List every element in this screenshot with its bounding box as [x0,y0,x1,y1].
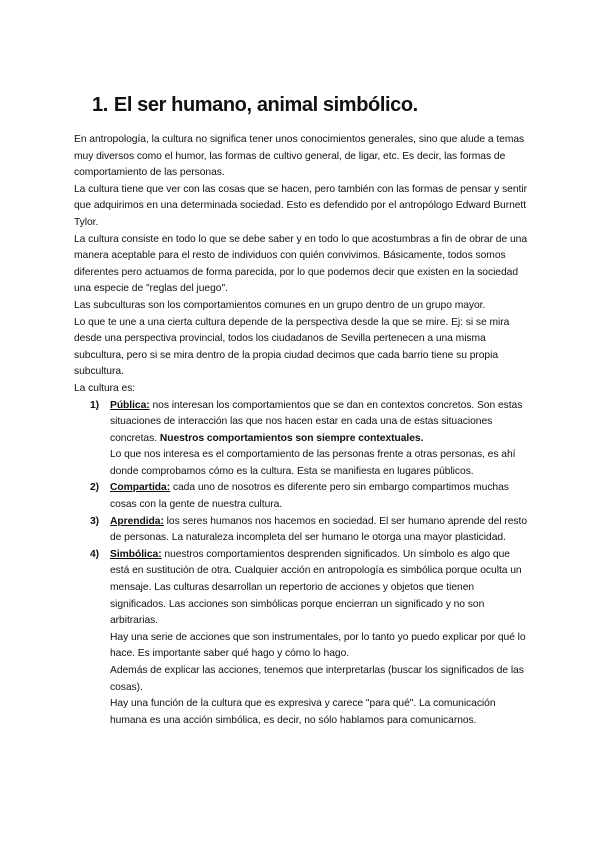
paragraph-subcultures: Las subculturas son los comportamientos comunes en un grupo dentro de un grupo mayor. [74,299,486,311]
list-extra: Hay una función de la cultura que es expresiva y carece "para qué". La comunicación humana es una acción simbólica, es decir, no sólo hablamos para comunicarnos. [110,698,496,726]
list-text: cada uno de nosotros es diferente pero sin embargo compartimos muchas cosas con la gente de nuestra cultura. [110,482,509,511]
paragraph-perspective: Lo que te une a una cierta cultura depende de la perspectiva desde la que se mire. Ej: si se mira desde una perspectiva provincial, todos los ciudadanos de Sevilla pertenecen a una misma subcultura, pero si se mira dentro de la propia ciudad decimos que cada barrio tiene su propia subcultura. [74,316,510,378]
list-number: 4) [90,548,100,560]
list-bold-text: Nuestros comportamientos son siempre contextuales. [159,432,424,444]
paragraph-culture-is: La cultura es: [74,382,136,394]
list-number: 3) [90,515,100,527]
paragraph-tylor: La cultura tiene que ver con las cosas que se hacen, pero también con las formas de pensar y sentir que adquirimos en una determinada sociedad. Esto es defendido por el antropólogo Edward Burnett Tylor. [74,183,527,228]
list-term: Compartida: [110,482,171,494]
list-number: 2) [90,482,100,494]
list-number: 1) [90,399,100,411]
list-term: Pública: [110,399,150,411]
list-extra: Hay una serie de acciones que son instrumentales, por lo tanto yo puedo explicar por qué lo hace. Es importante saber qué hago y cómo lo hago. [110,631,526,660]
list-item [74,514,530,547]
list-item [74,547,530,730]
list-text: nuestros comportamientos desprenden significados. Un símbolo es algo que está en sustitución de otra. Cualquier acción en antropología es simbólica porque oculta un mensaje. Las culturas desarrollan un repertorio de acciones y objetos que tienen significados. Las acciones son simbólicas porque encierran un significado y no son arbitrarias. [110,548,522,627]
list-extra: Lo que nos interesa es el comportamiento de las personas frente a otras personas, es ahí donde comprobamos cómo es la cultura. Esta se manifiesta en lugares públicos. [110,449,516,477]
title-number: 1. [92,94,108,116]
list-term: Aprendida: [110,515,164,527]
list-extra: Además de explicar las acciones, tenemos que interpretarlas (buscar los significados de las cosas). [110,665,524,693]
list-term: Simbólica: [110,548,162,560]
list-text: nos interesan los comportamientos que se dan en contextos concretos. Son estas situaciones de interacción las que nos hacen estar en cada una de estas situaciones concretas. [110,399,523,444]
list-item [74,480,530,513]
paragraph-culture-definition: En antropología, la cultura no significa tener unos conocimientos generales, sino que alude a temas muy diversos como el humor, las formas de cultivo general, de ligar, etc. Es decir, las formas de comportamiento de las personas. [74,134,525,179]
paragraph-rules-of-game: La cultura consiste en todo lo que se debe saber y en todo lo que acostumbras a fin de obrar de una manera aceptable para el resto de individuos con quién convivimos. Básicamente, todos somos diferentes pero actuamos de forma parecida, por lo que podemos decir que existen en la sociedad una especie de "reglas del juego". [74,233,527,295]
list-text: los seres humanos nos hacemos en sociedad. El ser humano aprende del resto de personas. La naturaleza incompleta del ser humano le otorga una mayor plasticidad. [110,515,528,544]
culture-characteristics-list [74,398,530,730]
page-title [92,92,530,118]
list-item [74,398,530,481]
title-text: El ser humano, animal simbólico. [113,94,418,116]
